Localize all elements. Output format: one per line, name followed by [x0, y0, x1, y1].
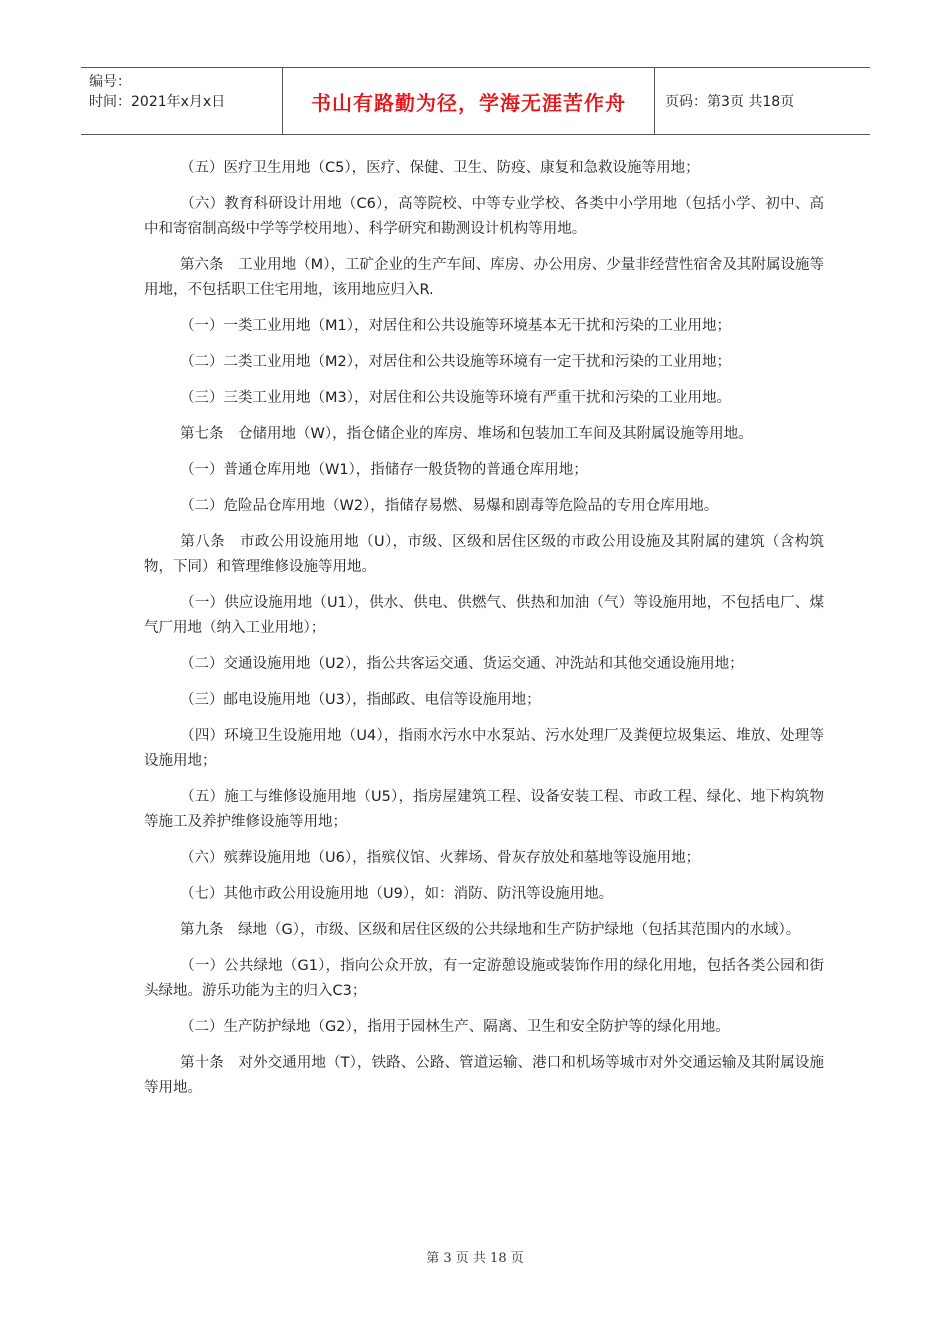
paragraph: （三）三类工业用地（M3），对居住和公共设施等环境有严重干扰和污染的工业用地。 [180, 390, 731, 406]
paragraph: （六）教育科研设计用地（C6），高等院校、中等专业学校、各类中小学用地（包括小学、初中、高中和寄宿制高级中学等学校用地）、科学研究和勘测设计机构等用地。 [144, 196, 824, 237]
page-info: 页码：第3页 共18页 [665, 94, 795, 110]
header-page-info-cell [655, 68, 870, 134]
document-header [81, 67, 870, 135]
paragraph: 第六条 工业用地（M），工矿企业的生产车间、库房、办公用房、少量非经营性宿舍及其附属设施等用地，不包括职工住宅用地，该用地应归入R. [144, 257, 824, 298]
paragraph: （五）施工与维修设施用地（U5），指房屋建筑工程、设备安装工程、市政工程、绿化、地下构筑物等施工及养护维修设施等用地； [144, 789, 824, 830]
paragraph: （一）公共绿地（G1），指向公众开放，有一定游憩设施或装饰作用的绿化用地，包括各类公园和街头绿地。游乐功能为主的归入C3； [144, 958, 824, 999]
date-label: 时间：2021年x月x日 [89, 94, 226, 110]
paragraph: 第八条 市政公用设施用地（U），市级、区级和居住区级的市政公用设施及其附属的建筑（含构筑物，下同）和管理维修设施等用地。 [144, 534, 824, 575]
paragraph: （一）普通仓库用地（W1），指储存一般货物的普通仓库用地； [180, 462, 588, 478]
paragraph: （五）医疗卫生用地（C5），医疗、保健、卫生、防疫、康复和急救设施等用地； [180, 160, 700, 176]
header-motto-cell [283, 68, 655, 134]
serial-number-label: 编号： [89, 74, 131, 90]
paragraph: （二）交通设施用地（U2），指公共客运交通、货运交通、冲洗站和其他交通设施用地； [180, 656, 744, 672]
paragraph: 第九条 绿地（G），市级、区级和居住区级的公共绿地和生产防护绿地（包括其范围内的水域）。 [180, 922, 801, 938]
paragraph: 第七条 仓储用地（W），指仓储企业的库房、堆场和包装加工车间及其附属设施等用地。 [180, 426, 753, 442]
document-body [144, 156, 824, 1112]
motto: 书山有路勤为径，学海无涯苦作舟 [311, 90, 626, 115]
paragraph: （二）生产防护绿地（G2），指用于园林生产、隔离、卫生和安全防护等的绿化用地。 [180, 1019, 730, 1035]
paragraph: （四）环境卫生设施用地（U4），指雨水污水中水泵站、污水处理厂及粪便垃圾集运、堆放、处理等设施用地； [144, 728, 824, 769]
paragraph: （一）供应设施用地（U1），供水、供电、供燃气、供热和加油（气）等设施用地，不包括电厂、煤气厂用地（纳入工业用地）； [144, 595, 824, 636]
paragraph: （一）一类工业用地（M1），对居住和公共设施等环境基本无干扰和污染的工业用地； [180, 318, 731, 334]
paragraph: （二）危险品仓库用地（W2），指储存易燃、易爆和剧毒等危险品的专用仓库用地。 [180, 498, 719, 514]
paragraph: （二）二类工业用地（M2），对居住和公共设施等环境有一定干扰和污染的工业用地； [180, 354, 731, 370]
page-footer: 第 3 页 共 18 页 [426, 1251, 524, 1266]
paragraph: （三）邮电设施用地（U3），指邮政、电信等设施用地； [180, 692, 541, 708]
paragraph: （七）其他市政公用设施用地（U9），如：消防、防汛等设施用地。 [180, 886, 614, 902]
header-meta [81, 68, 283, 134]
paragraph: 第十条 对外交通用地（T），铁路、公路、管道运输、港口和机场等城市对外交通运输及其附属设施等用地。 [144, 1055, 824, 1096]
paragraph: （六）殡葬设施用地（U6），指殡仪馆、火葬场、骨灰存放处和墓地等设施用地； [180, 850, 701, 866]
